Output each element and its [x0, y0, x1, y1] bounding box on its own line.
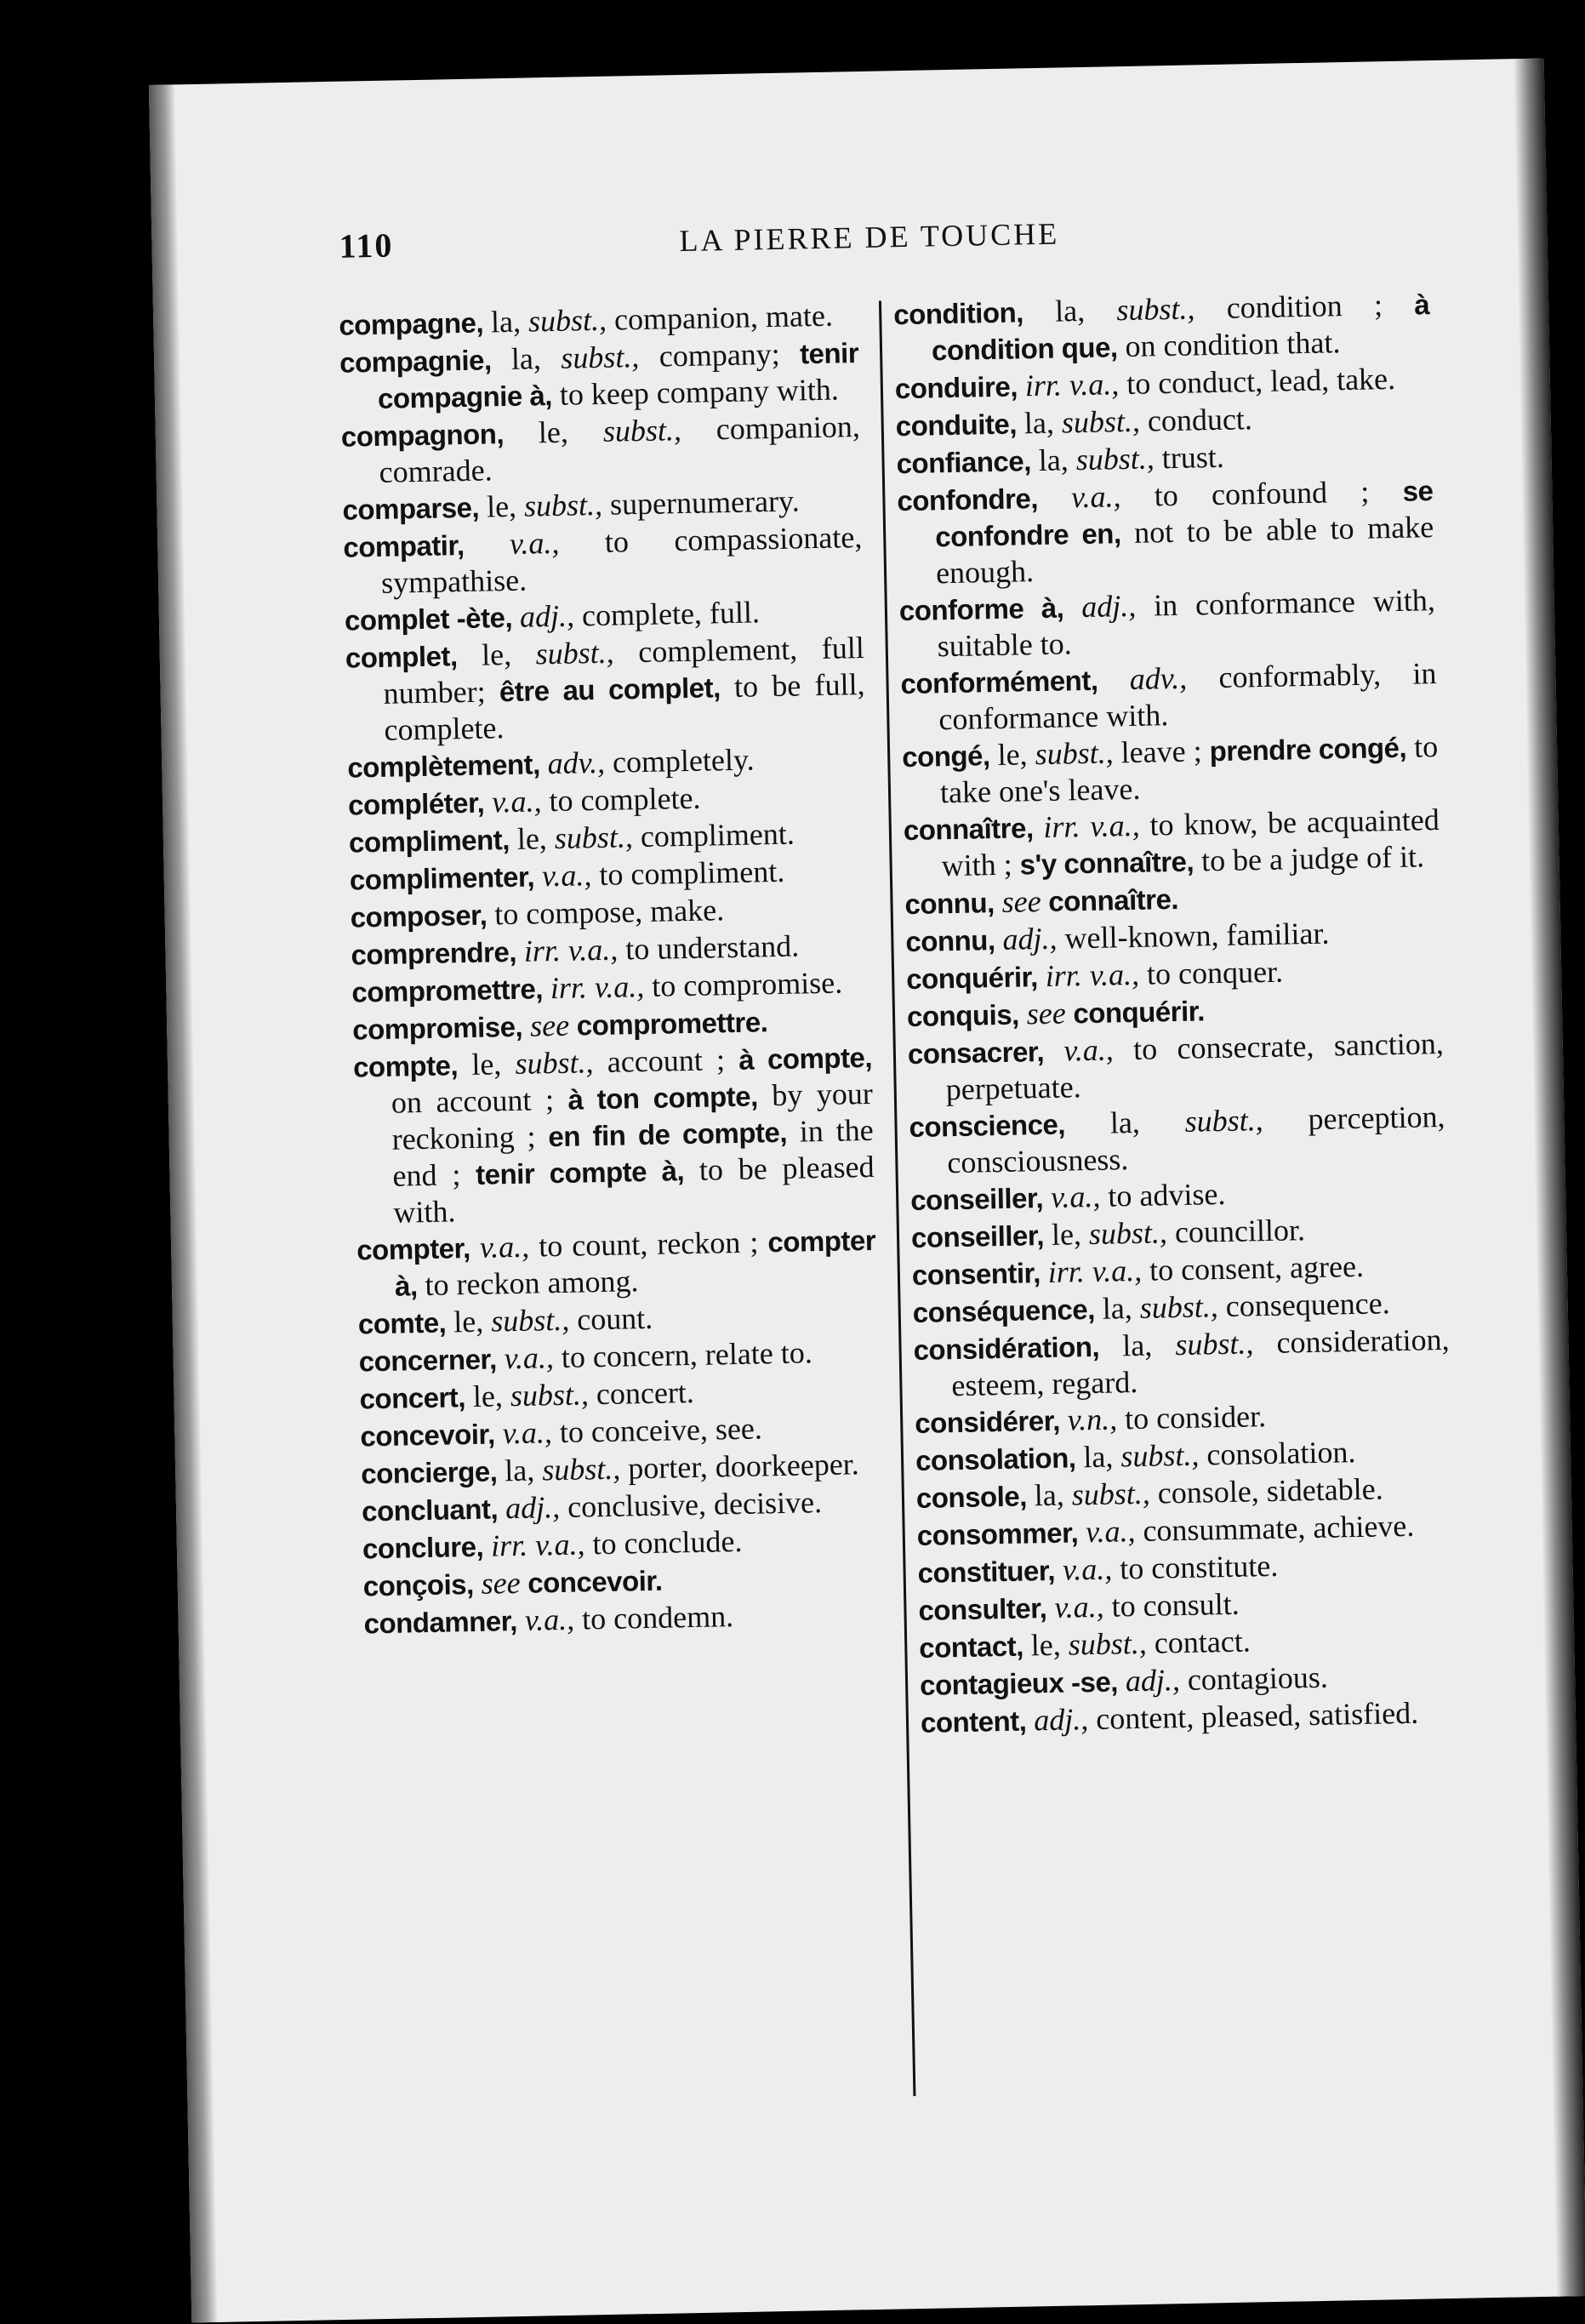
entry-text: le, [457, 1046, 516, 1082]
entry-text: la, [1075, 1439, 1121, 1475]
entry-definition: company; [638, 336, 801, 374]
entry-headword: considérer, [914, 1404, 1061, 1439]
entry-phrase: concevoir. [520, 1564, 663, 1599]
entry-definition: to know, be acquainted with ; [941, 802, 1440, 883]
entry-headword: conformément, [900, 664, 1098, 700]
entry-headword: compromettre, [351, 973, 544, 1008]
entry-headword: constituer, [917, 1554, 1056, 1589]
entry-definition: completely. [604, 742, 755, 779]
entry-headword: complètement, [346, 748, 541, 784]
spine-shadow [149, 84, 217, 2322]
entry-text: le, [465, 1379, 511, 1414]
dictionary-entry [356, 1222, 877, 1305]
entry-text: le, [989, 737, 1035, 773]
entry-phrase-definition: not to be able to make enough. [935, 510, 1434, 591]
entry-part-of-speech: subst., [1035, 735, 1115, 772]
dictionary-entry [913, 1322, 1451, 1404]
entry-headword: consolation, [915, 1442, 1076, 1476]
dictionary-entry [343, 519, 864, 602]
entry-phrase: être au complet, [499, 671, 721, 708]
entry-phrase-definition: to reckon among. [417, 1264, 639, 1303]
entry-headword: connaître, [903, 812, 1034, 847]
entry-part-of-speech: subst., [1061, 403, 1141, 440]
entry-part-of-speech: subst., [1120, 1437, 1200, 1474]
entry-phrase-definition: by your reckoning ; [391, 1076, 874, 1156]
entry-headword: consommer, [916, 1516, 1079, 1551]
entry-text: la, [1016, 405, 1063, 441]
entry-phrase-definition: to be a judge of it. [1193, 839, 1425, 878]
entry-text [470, 1231, 480, 1265]
entry-definition: to advise. [1100, 1176, 1226, 1213]
entry-headword: condition, [892, 296, 1024, 331]
entry-headword: contact, [918, 1630, 1024, 1664]
entry-definition: conformably, in conformance with. [938, 656, 1437, 737]
entry-headword: conduite, [895, 408, 1018, 443]
page-sheet [149, 59, 1585, 2323]
entry-phrase-definition: to take one's leave. [939, 729, 1439, 810]
entry-definition: to complete. [541, 780, 701, 819]
entry-part-of-speech: subst., [535, 635, 615, 671]
entry-text: la, [496, 1453, 543, 1488]
entry-definition: concert. [588, 1374, 695, 1412]
dictionary-entry [903, 802, 1440, 885]
entry-definition: to conquer. [1138, 954, 1284, 991]
entry-headword: complimenter, [349, 860, 535, 896]
page-number: 110 [339, 226, 394, 266]
entry-definition: content, pleased, satisfied. [1087, 1695, 1419, 1737]
entry-part-of-speech: irr. v.a., [490, 1527, 585, 1563]
entry-phrase: tenir compagnie à, [377, 337, 859, 414]
entry-definition: to confound ; [1120, 473, 1403, 514]
entry-phrase-definition: in the end ; [392, 1112, 875, 1193]
entry-headword: confondre, [897, 483, 1039, 517]
entry-part-of-speech: adj., [1002, 921, 1058, 956]
dictionary-entry [902, 728, 1440, 811]
entry-definition: trust. [1154, 439, 1225, 476]
dictionary-entry [353, 1039, 875, 1231]
entry-definition: to conduct, lead, take. [1118, 361, 1396, 402]
entry-text: le, [445, 1304, 492, 1339]
dictionary-entry [339, 334, 860, 418]
entry-phrase: en fin de compte, [548, 1116, 788, 1153]
entry-part-of-speech: subst., [1116, 291, 1195, 328]
entry-part-of-speech: see [529, 1008, 570, 1043]
entry-definition: condition ; [1194, 287, 1415, 326]
entry-part-of-speech: subst., [515, 1045, 594, 1081]
entry-definition: to concern, relate to. [553, 1335, 813, 1375]
entry-headword: conclure, [362, 1530, 484, 1565]
entry-headword: concierge, [360, 1455, 498, 1490]
entry-headword: concluant, [361, 1493, 499, 1527]
entry-phrase: compromettre. [568, 1006, 768, 1042]
entry-part-of-speech: v.a., [479, 1229, 530, 1265]
entry-headword: contagieux -se, [919, 1665, 1119, 1701]
entry-text [1033, 810, 1044, 844]
entry-part-of-speech: v.n., [1067, 1402, 1118, 1437]
entry-headword: considération, [913, 1330, 1100, 1367]
entry-text: la, [1030, 443, 1077, 478]
entry-headword: connu, [905, 924, 995, 958]
entry-headword: compte, [352, 1049, 459, 1083]
entry-part-of-speech: irr. v.a., [1024, 367, 1120, 403]
entry-definition: porter, doorkeeper. [619, 1447, 860, 1486]
right-column [893, 286, 1457, 1742]
entry-headword: content, [920, 1704, 1027, 1739]
left-column [339, 297, 883, 1642]
entry-part-of-speech: subst., [490, 1302, 570, 1339]
entry-part-of-speech: v.a., [491, 784, 542, 819]
entry-text: le, [509, 820, 556, 857]
entry-definition: companion, mate. [606, 298, 834, 337]
entry-definition: contact. [1146, 1624, 1251, 1660]
entry-headword: console, [915, 1480, 1028, 1514]
entry-part-of-speech: adv., [1129, 660, 1188, 696]
entry-part-of-speech: v.a., [502, 1415, 553, 1451]
entry-text: le, [457, 637, 537, 673]
entry-headword: compagnon, [340, 418, 505, 453]
entry-part-of-speech: subst., [541, 1451, 621, 1487]
entry-phrase: compter à, [394, 1224, 876, 1302]
entry-phrase: prendre congé, [1209, 731, 1407, 768]
entry-definition: in conformance with, suitable to. [937, 583, 1436, 664]
entry-headword: complet, [345, 640, 458, 674]
entry-phrase-definition: on condition that. [1117, 325, 1341, 364]
entry-definition: conclusive, decisive. [559, 1485, 823, 1525]
entry-headword: confiance, [896, 445, 1032, 480]
entry-part-of-speech: v.a., [524, 1602, 575, 1637]
entry-headword: conséquence, [912, 1293, 1096, 1329]
entry-definition: to conclude. [584, 1523, 743, 1562]
entry-part-of-speech: see [481, 1565, 522, 1601]
entry-part-of-speech: v.a., [1053, 1589, 1105, 1625]
entry-phrase: s'y connaître, [1019, 845, 1194, 881]
entry-definition: to consider. [1116, 1399, 1267, 1436]
entry-headword: compléter, [347, 786, 485, 821]
entry-phrase: se confondre en, [934, 475, 1434, 553]
entry-definition: to compromise. [643, 965, 843, 1003]
entry-definition: to consent, agree. [1141, 1248, 1365, 1288]
dictionary-entry [893, 286, 1431, 369]
entry-definition: to consult. [1103, 1586, 1240, 1624]
entry-definition: complete, full. [573, 595, 761, 633]
entry-headword: comparse, [342, 491, 480, 526]
entry-headword: conquérir, [905, 961, 1039, 996]
entry-part-of-speech: v.a., [1062, 1551, 1113, 1587]
entry-phrase: tenir compte à, [475, 1155, 685, 1191]
entry-part-of-speech: irr. v.a., [550, 969, 645, 1006]
entry-headword: congé, [901, 739, 990, 774]
entry-definition: consequence. [1217, 1286, 1391, 1324]
entry-part-of-speech: subst., [1139, 1289, 1219, 1325]
entry-headword: concevoir, [360, 1418, 496, 1453]
entry-text: la, [1064, 1104, 1186, 1141]
entry-definition: count. [568, 1300, 653, 1337]
dictionary-entry [899, 582, 1437, 665]
entry-part-of-speech: subst., [560, 339, 640, 375]
entry-phrase: à compte, [738, 1041, 873, 1076]
entry-phrase: connaître. [1041, 882, 1179, 918]
entry-text [1044, 1034, 1064, 1068]
entry-phrase: conquérir. [1065, 995, 1206, 1030]
entry-phrase-definition: on account ; [391, 1082, 568, 1120]
entry-part-of-speech: v.a., [541, 858, 592, 894]
entry-definition: to compliment. [590, 854, 785, 893]
entry-definition: consideration, esteem, regard. [951, 1322, 1450, 1403]
entry-definition: conduct. [1139, 402, 1253, 438]
dictionary-entry [345, 630, 865, 749]
entry-definition: companion, comrade. [379, 409, 861, 489]
entry-definition: account ; [593, 1042, 739, 1080]
entry-headword: compagne, [339, 306, 484, 341]
entry-headword: connu, [904, 887, 995, 921]
entry-part-of-speech: adv., [547, 745, 606, 781]
entry-definition: consummate, achieve. [1135, 1508, 1415, 1549]
entry-definition: perception, consciousness. [947, 1099, 1445, 1180]
entry-part-of-speech: subst., [1071, 1476, 1151, 1512]
entry-definition: to consecrate, sanction, perpetuate. [945, 1025, 1445, 1107]
page-right-edge [1514, 59, 1585, 2297]
entry-part-of-speech: adj., [1125, 1663, 1181, 1699]
entry-headword: conforme à, [898, 591, 1064, 627]
entry-part-of-speech: adj., [519, 598, 575, 634]
entry-headword: consulter, [918, 1592, 1047, 1626]
entry-headword: compagnie, [339, 344, 492, 379]
entry-part-of-speech: adj., [1080, 588, 1137, 625]
entry-text [1098, 662, 1130, 697]
entry-part-of-speech: v.a., [509, 525, 560, 561]
entry-definition: councillor. [1166, 1213, 1306, 1250]
entry-part-of-speech: see [1001, 884, 1042, 919]
entry-phrase-definition: to keep company with. [551, 372, 840, 412]
entry-part-of-speech: v.a., [1063, 1032, 1115, 1068]
entry-text: le, [1023, 1627, 1069, 1663]
entry-part-of-speech: subst., [527, 302, 607, 339]
entry-definition: console, sidetable. [1149, 1471, 1384, 1510]
entry-text [1063, 590, 1082, 624]
entry-headword: compatir, [343, 528, 465, 563]
entry-headword: conseiller, [910, 1219, 1045, 1254]
entry-part-of-speech: irr. v.a., [523, 932, 619, 968]
entry-part-of-speech: subst., [554, 819, 634, 855]
entry-part-of-speech: adj., [1033, 1702, 1089, 1738]
entry-part-of-speech: v.a., [1050, 1179, 1101, 1214]
entry-definition: contagious. [1179, 1659, 1329, 1698]
entry-part-of-speech: irr. v.a., [1047, 1253, 1143, 1289]
entry-headword: compliment, [348, 824, 510, 859]
entry-headword: conduire, [894, 370, 1018, 405]
dictionary-entry [908, 1025, 1445, 1108]
dictionary-entry [909, 1099, 1446, 1181]
entry-text: le, [503, 414, 604, 451]
entry-part-of-speech: subst., [1184, 1103, 1264, 1139]
entry-headword: concerner, [358, 1343, 497, 1378]
entry-definition: to count, reckon ; [528, 1225, 768, 1264]
entry-headword: conquis, [906, 998, 1020, 1033]
entry-text: la, [1094, 1290, 1141, 1326]
entry-headword: comprendre, [351, 935, 517, 971]
entry-part-of-speech: subst., [1175, 1326, 1254, 1362]
entry-headword: conseiller, [909, 1182, 1044, 1217]
entry-part-of-speech: subst., [510, 1377, 590, 1413]
entry-part-of-speech: v.a., [1070, 479, 1121, 515]
entry-part-of-speech: subst., [602, 413, 682, 448]
entry-definition: to condemn. [573, 1599, 734, 1636]
entry-headword: conscience, [909, 1108, 1066, 1144]
entry-phrase-definition: to be full, complete. [384, 666, 865, 747]
entry-definition: supernumerary. [602, 483, 800, 522]
entry-part-of-speech: subst., [1075, 441, 1155, 477]
entry-headword: composer, [350, 899, 487, 934]
entry-definition: to constitute. [1111, 1548, 1279, 1586]
entry-part-of-speech: subst., [1088, 1215, 1168, 1252]
entry-text: to compose, make. [486, 893, 725, 932]
entry-text: la, [482, 304, 529, 340]
dictionary-entry [900, 655, 1438, 738]
entry-part-of-speech: irr. v.a., [1045, 956, 1140, 993]
entry-phrase: à ton compte, [567, 1080, 759, 1116]
entry-headword: consentir, [911, 1257, 1041, 1292]
entry-part-of-speech: v.a., [504, 1340, 555, 1376]
entry-definition: complement, full number; [383, 630, 865, 711]
entry-phrase: à condition que, [931, 288, 1430, 367]
entry-definition: leave ; [1113, 734, 1211, 770]
entry-definition: to understand. [617, 928, 800, 967]
entry-text: la, [1026, 1477, 1073, 1513]
entry-text: le, [478, 488, 525, 524]
entry-part-of-speech: adj., [505, 1490, 561, 1526]
dictionary-entry [897, 472, 1434, 591]
running-title: LA PIERRE DE TOUCHE [679, 216, 1060, 259]
entry-headword: compromise, [351, 1010, 523, 1046]
entry-headword: condamner, [363, 1605, 518, 1640]
entry-text: la, [1098, 1328, 1176, 1363]
entry-text: le, [1043, 1217, 1090, 1253]
entry-definition: to compassionate, sympathise. [380, 519, 863, 600]
entry-headword: concert, [359, 1381, 466, 1415]
entry-text: la, [1023, 293, 1117, 329]
page-header [339, 208, 1318, 277]
entry-definition: to conceive, see. [551, 1411, 763, 1450]
entry-headword: complet -ète, [344, 601, 513, 637]
entry-part-of-speech: subst., [523, 487, 603, 523]
entry-definition: well-known, familiar. [1057, 916, 1330, 956]
entry-part-of-speech: v.a., [1085, 1514, 1136, 1550]
entry-headword: comte, [357, 1306, 447, 1340]
entry-headword: consacrer, [907, 1035, 1045, 1071]
entry-headword: compter, [356, 1231, 471, 1266]
entry-text: la, [491, 340, 562, 377]
dictionary-entry [340, 408, 861, 491]
entry-text [464, 527, 510, 562]
entry-text [1038, 480, 1072, 515]
entry-part-of-speech: see [1026, 996, 1067, 1031]
entry-headword: conçois, [362, 1567, 475, 1602]
entry-part-of-speech: irr. v.a., [1043, 808, 1141, 844]
entry-part-of-speech: subst., [1068, 1625, 1148, 1662]
entry-phrase-definition: to be pleased with. [393, 1149, 875, 1230]
entry-definition: consolation. [1199, 1435, 1356, 1472]
entry-definition: compliment. [632, 816, 795, 854]
